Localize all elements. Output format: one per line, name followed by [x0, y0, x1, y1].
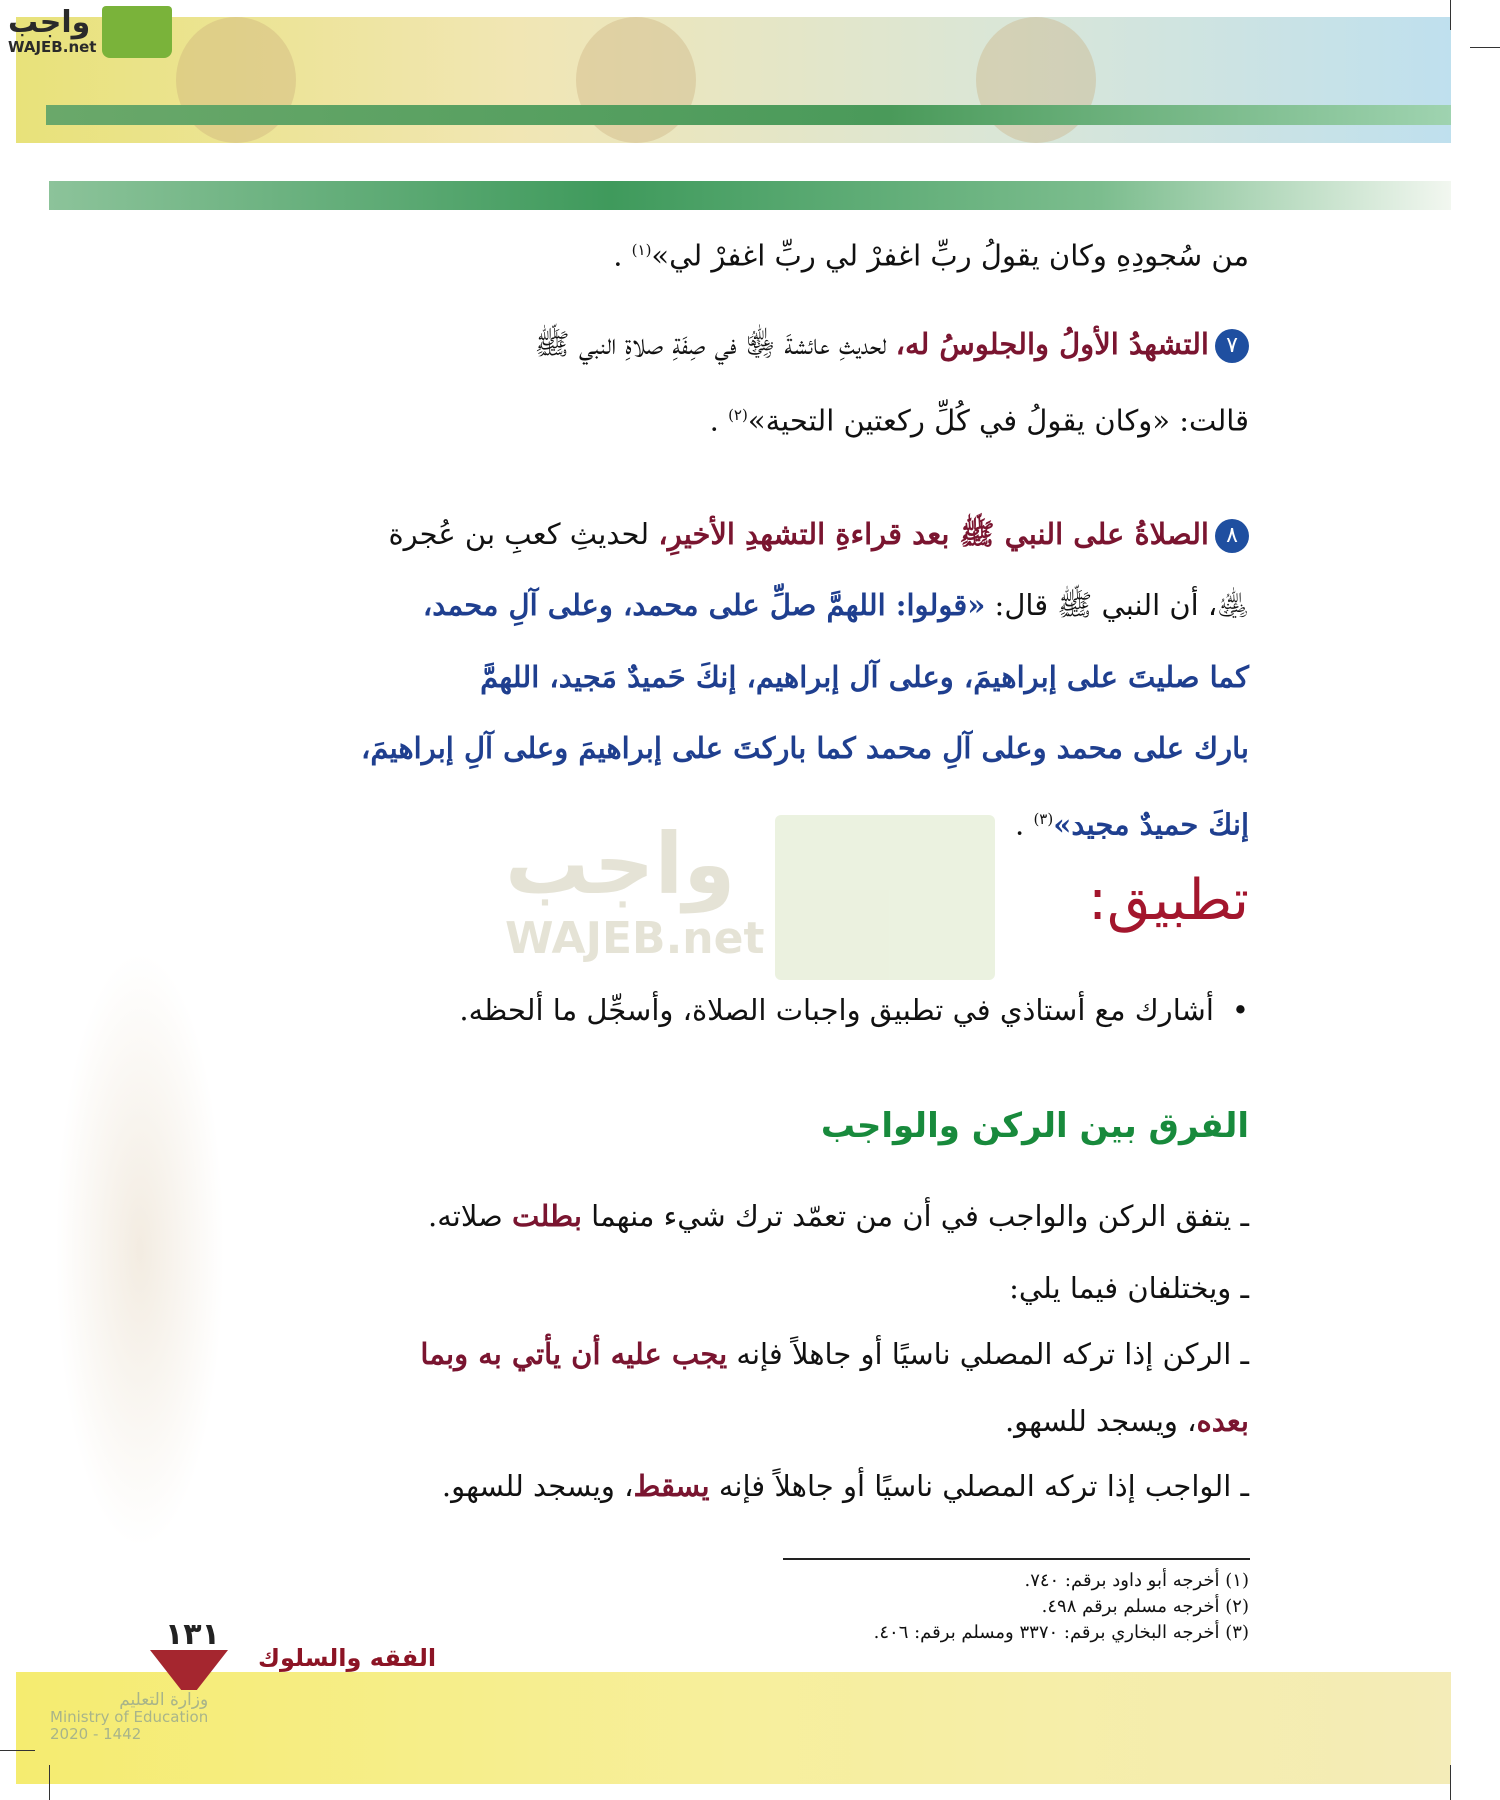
text-line: ـ الركن إذا تركه المصلي ناسيًا أو جاهلاً فإنه يجب عليه أن يأتي به وبما — [420, 1337, 1249, 1371]
footnote: (١) أخرجه أبو داود برقم: ٧٤٠. — [1024, 1570, 1249, 1591]
page-number: ١٣١ — [165, 1617, 220, 1652]
book-icon — [102, 6, 172, 58]
item-7: ٧التشهدُ الأولُ والجلوسُ له، لحديثِ عائشةَ ﵂ في صِفَةِ صلاةِ النبي ﷺ — [535, 324, 1249, 364]
text-line: بعده، ويسجد للسهو. — [1004, 1404, 1249, 1438]
application-title: تطبيق: — [1088, 868, 1249, 933]
header-banner — [16, 17, 1451, 143]
watermark-book-icon — [775, 815, 995, 980]
subject-title: الفقه والسلوك — [258, 1644, 437, 1672]
number-badge: ٧ — [1215, 329, 1249, 363]
section-heading: الفرق بين الركن والواجب — [820, 1106, 1249, 1146]
footer-banner — [16, 1672, 1451, 1784]
text-line: ـ الواجب إذا تركه المصلي ناسيًا أو جاهلاً فإنه يسقط، ويسجد للسهو. — [441, 1469, 1249, 1503]
crop-mark — [1450, 1765, 1451, 1800]
item-8: ٨الصلاةُ على النبي ﷺ بعد قراءةِ التشهدِ الأخيرِ، لحديثِ كعبِ بن عُجرة — [388, 514, 1249, 554]
section-bar — [49, 181, 1451, 210]
hadith-line: إنكَ حميدٌ مجيد»$^{(٣)}$ . — [1015, 807, 1249, 842]
text-line: ـ يتفق الركن والواجب في أن من تعمّد ترك شيء منهما بطلت صلاته. — [428, 1199, 1249, 1233]
footnote: (٢) أخرجه مسلم برقم ٤٩٨. — [1041, 1596, 1249, 1617]
logo-latin: WAJEB.net — [8, 38, 97, 56]
ministry-logo: وزارة التعليم Ministry of Education 2020 - 1442 — [50, 1690, 209, 1743]
crop-mark — [1450, 0, 1451, 30]
logo-arabic: واجب — [8, 5, 91, 40]
text-line: قالت: «وكان يقولُ في كُلِّ ركعتين التحية»$^{(٢)}$ . — [709, 403, 1249, 438]
crop-mark — [0, 1750, 35, 1751]
header-band — [46, 105, 1451, 125]
side-ornament — [55, 950, 225, 1550]
footnote-divider — [783, 1558, 1250, 1560]
text-line: من سُجودِهِ وكان يقولُ ربِّ اغفرْ لي ربِّ اغفرْ لي»$^{(١)}$ . — [613, 238, 1249, 273]
wajeb-logo[interactable] — [8, 6, 172, 58]
number-badge: ٨ — [1215, 519, 1249, 553]
text-line: ﵁، أن النبي ﷺ قال: «قولوا: اللهمَّ صلِّ على محمد، وعلى آلِ محمد، — [422, 588, 1249, 622]
text-line: ـ ويختلفان فيما يلي: — [1009, 1271, 1249, 1305]
hadith-line: كما صليتَ على إبراهيمَ، وعلى آل إبراهيم، إنكَ حَميدٌ مَجيد، اللهمَّ — [480, 660, 1249, 694]
watermark: واجب WAJEB.net — [505, 815, 765, 964]
bullet-item: •أشارك مع أستاذي في تطبيق واجبات الصلاة، وأسجِّل ما ألحظه. — [459, 993, 1249, 1027]
crop-mark — [1470, 47, 1500, 48]
hadith-line: بارك على محمد وعلى آلِ محمد كما باركتَ على إبراهيمَ وعلى آلِ إبراهيمَ، — [360, 731, 1249, 765]
footnote: (٣) أخرجه البخاري برقم: ٣٣٧٠ ومسلم برقم: ٤٠٦. — [873, 1622, 1249, 1643]
crop-mark — [49, 1765, 50, 1800]
